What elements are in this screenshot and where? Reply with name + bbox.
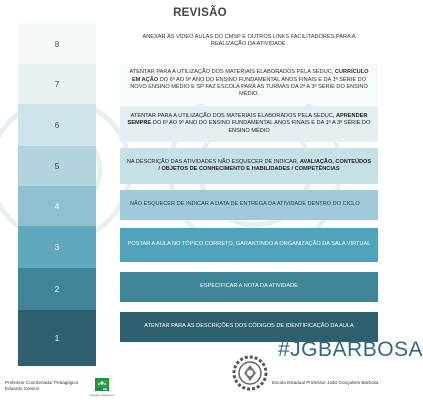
step-5 (18, 146, 96, 186)
review-item-1: ATENTAR PARA ÀS DESCRIÇÕES DOS CÓDIGOS DE IDENTIFICAÇÃO DA AULA (120, 312, 378, 342)
school-emblem-icon (232, 355, 268, 391)
step-number: 4 (54, 201, 60, 211)
step-6 (18, 104, 96, 146)
step-number: 6 (54, 120, 60, 130)
review-item-8: ANEXAR ÀS VÍDEO AULAS DO CMSP E OUTROS LINKS FACILITADORES PARA A REALIZAÇÃO DA ATIVIDADE. (120, 26, 378, 56)
step-8 (18, 24, 96, 64)
review-item-4: NÃO ESQUECER DE INDICAR A DATA DE ENTREGA DA ATIVIDADE DENTRO DO CICLO (120, 190, 378, 220)
brand-hashtag: #JGBARBOSA (278, 338, 423, 361)
step-4 (18, 186, 96, 226)
step-7 (18, 64, 96, 104)
step-1 (18, 310, 96, 366)
classroom-label: Google Classroom (90, 393, 115, 397)
review-item-6: ATENTAR PARA A UTILIZAÇÃO DOS MATERIAIS ELABORADOS PELA SEDUC, APRENDER SEMPRE DO 6º AO 9º ANO DO ENSINO FUNDAMENTAL ANOS FINAIS E DA 1ª A 3ª SÉRIE DO ENSINO MÉDIO (120, 106, 378, 142)
review-item-5: NA DESCRIÇÃO DAS ATIVIDADES NÃO ESQUECER DE INDICAR, AVALIAÇÃO, CONTEÚDOS / OBJETOS DE CONHECIMENTO E HABILIDADES / COMPETÊNCIAS (120, 148, 378, 184)
school-name: Escola Estadual Professor João Gonçalves Barbosa (272, 380, 379, 385)
step-number: 2 (54, 284, 60, 294)
coordinator-credit (5, 380, 78, 392)
step-number: 7 (54, 79, 60, 89)
coordinator-role: Professor Coordenador Pedagógico (5, 380, 79, 385)
review-item-7: ATENTAR PARA A UTILIZAÇÃO DOS MATERIAIS ELABORADOS PELA SEDUC, CURRÍCULO EM AÇÃO DO 6º AO 9º ANO DO ENSINO FUNDAMENTAL ANOS FINAIS E DA 1ª SÉRIE DO NOVO ENSINO MÉDIO E SP FAZ ESCOLA PARA AS TURMAS DA 2ª A 3ª SÉRIE DO ENSINO MÉDIO. (120, 64, 378, 104)
page-title: REVISÃO (173, 7, 227, 19)
step-number: 3 (54, 242, 60, 252)
step-number: 1 (54, 333, 60, 343)
step-3 (18, 226, 96, 268)
coordinator-name: Eduardo Corsino (5, 386, 40, 392)
step-number: 5 (54, 161, 60, 171)
step-number: 8 (54, 39, 60, 49)
review-item-3: POSTAR A AULA NO TÓPICO CORRETO, GARANTINDO A ORGANIZAÇÃO DA SALA VIRTUAL (120, 228, 378, 262)
review-item-2: ESPECIFICAR A NOTA DA ATIVIDADE (120, 272, 378, 302)
step-2 (18, 268, 96, 310)
google-classroom-icon (95, 378, 109, 391)
